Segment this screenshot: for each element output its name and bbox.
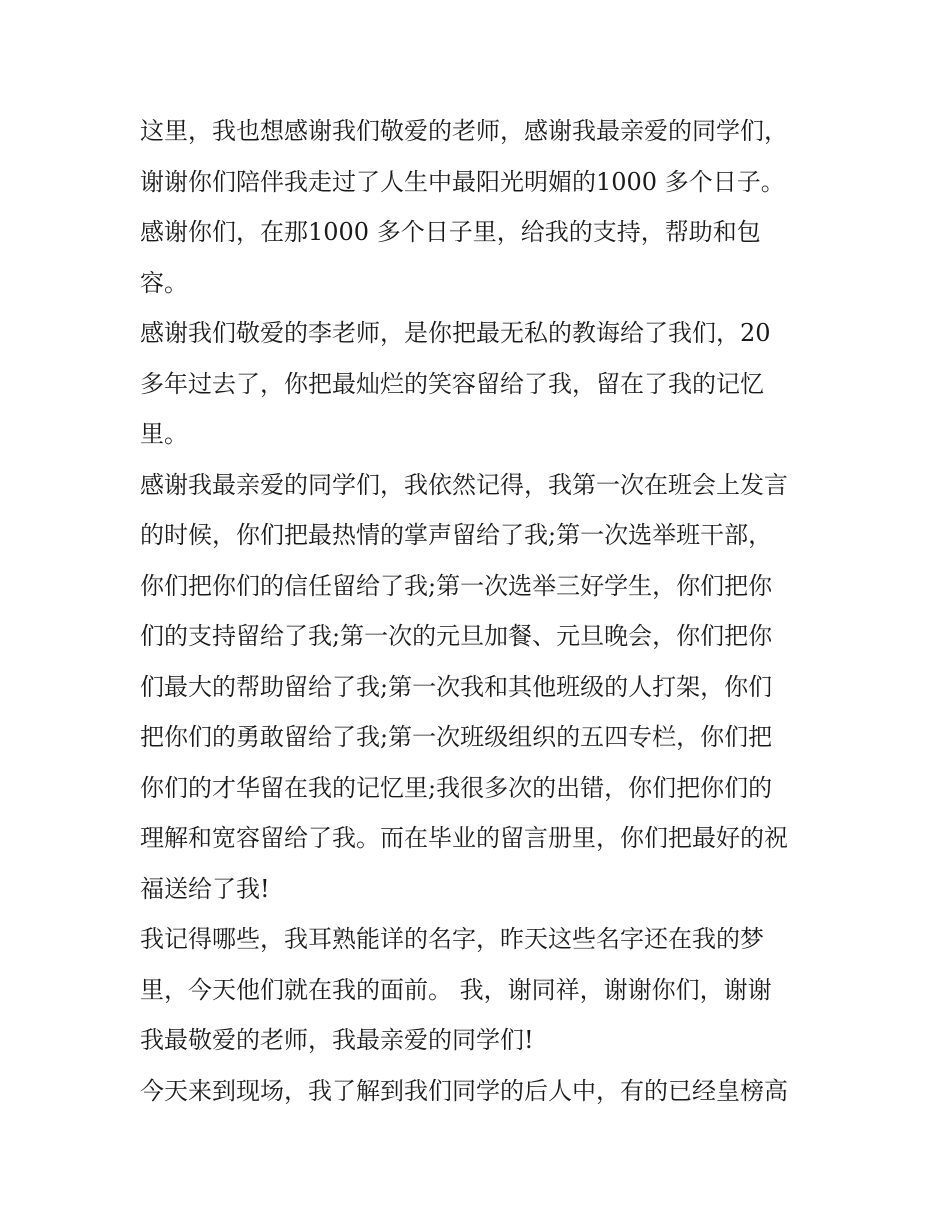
speech-text [140, 106, 820, 1116]
text-line: 里，今天他们就在我的面前。 我，谢同祥，谢谢你们，谢谢 [140, 975, 772, 1004]
text-line: 们的支持留给了我;第一次的元旦加餐、元旦晚会，你们把你 [140, 622, 773, 650]
text-line: 你们把你们的信任留给了我;第一次选举三好学生，你们把你 [140, 571, 773, 600]
text-line: 容。 [140, 268, 188, 297]
text-line: 今天来到现场，我了解到我们同学的后人中，有的已经皇榜高 [140, 1076, 788, 1105]
text-line: 们最大的帮助留给了我;第一次我和其他班级的人打架，你们 [140, 672, 773, 701]
text-line: 把你们的勇敢留给了我;第一次班级组织的五四专栏，你们把 [140, 723, 773, 751]
text-line: 福送给了我! [140, 874, 270, 903]
text-line: 我最敬爱的老师，我最亲爱的同学们! [140, 1026, 534, 1054]
text-line: 的时候，你们把最热情的掌声留给了我;第一次选举班干部， [140, 521, 773, 549]
text-line: 你们的才华留在我的记忆里;我很多次的出错，你们把你们的 [140, 773, 773, 802]
text-line: 多年过去了，你把最灿烂的笑容留给了我，留在了我的记忆 [140, 369, 764, 398]
text-line: 感谢我最亲爱的同学们，我依然记得，我第一次在班会上发言 [140, 470, 788, 499]
text-line: 感谢我们敬爱的李老师，是你把最无私的教诲给了我们，20 [140, 319, 771, 347]
text-line: 我记得哪些，我耳熟能详的名字，昨天这些名字还在我的梦 [140, 925, 764, 953]
text-line: 这里，我也想感谢我们敬爱的老师，感谢我最亲爱的同学们， [140, 117, 788, 145]
text-line: 里。 [140, 420, 188, 448]
text-line: 理解和宽容留给了我。而在毕业的留言册里，你们把最好的祝 [140, 824, 788, 852]
text-line: 谢谢你们陪伴我走过了人生中最阳光明媚的1000 多个日子。 [140, 167, 785, 196]
text-line: 感谢你们，在那1000 多个日子里，给我的支持，帮助和包 [140, 218, 761, 246]
